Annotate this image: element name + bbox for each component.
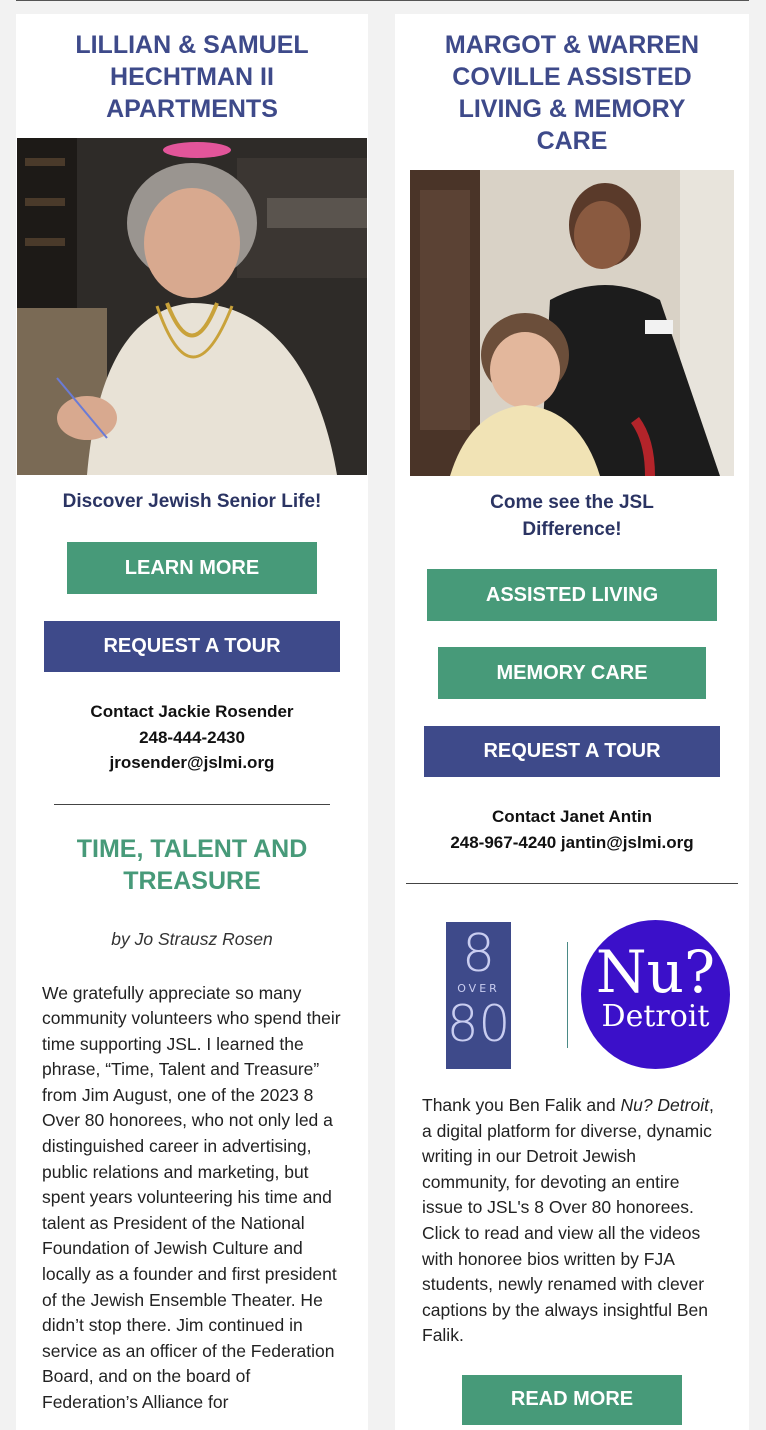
article-body: We gratefully appreciate so many community volunteers who spend their time supporting JSL. I learned the phrase, “Time, Talent and Treasure” from Jim August, one of the 2023 8 Over 80 honorees, who not only led a distinguished career in advertising, public relations and marketing, but spent years volunteering his time and talent as President of the National Foundation of Jewish Culture and locally as a founder and first president of the Jewish Ensemble Theater. He didn’t stop there. Jim continued in service as an officer of the Federation Board, and on the board of Federation’s Alliance for [42, 982, 341, 1412]
logo-separator [567, 942, 568, 1048]
assisted-living-button[interactable]: ASSISTED LIVING [427, 569, 717, 621]
nu-detroit-article [422, 1093, 723, 1349]
contact-block [395, 804, 749, 855]
contact-name: Contact Janet Antin [492, 807, 652, 826]
section-divider [54, 804, 330, 805]
article-byline: by Jo Strausz Rosen [111, 928, 273, 949]
body-intro: Thank you Ben Falik and [422, 1095, 621, 1115]
article-title: TIME, TALENT AND TREASURE [76, 834, 308, 895]
nu-logo-line1: Nu? [595, 938, 716, 1006]
tagline: Come see the JSL Difference! [490, 492, 654, 540]
logo-80: 80 [446, 995, 511, 1053]
logo-8: 8 [461, 924, 496, 984]
contact-block [16, 699, 368, 776]
learn-more-button[interactable]: LEARN MORE [67, 542, 317, 594]
photo-illustration [17, 138, 367, 475]
left-column [16, 14, 368, 1430]
section-divider [406, 883, 738, 884]
body-rest: , a digital platform for diverse, dynamic writing in our Detroit Jewish community, for devoting an entire issue to JSL's 8 Over 80 honorees. Click to read and view all the videos with honoree bios written by FJA students, newly renamed with clever captions by the always insightful Ben Falik. [422, 1095, 714, 1346]
photo-illustration [410, 170, 734, 476]
resident-caregiver-photo [410, 170, 734, 476]
partner-logos [395, 920, 749, 1070]
nu-detroit-logo [581, 920, 730, 1069]
right-column [395, 14, 749, 1430]
contact-phone[interactable]: 248-444-2430 [139, 727, 245, 747]
request-tour-button[interactable]: REQUEST A TOUR [44, 621, 340, 672]
tagline: Discover Jewish Senior Life! [62, 491, 322, 512]
contact-phone-email[interactable]: 248-967-4240 jantin@jslmi.org [450, 832, 694, 852]
contact-email-link[interactable]: jrosender@jslmi.org [109, 753, 275, 772]
community-title-coville: MARGOT & WARREN COVILLE ASSISTED LIVING & MEMORY CARE [444, 31, 700, 155]
top-divider [16, 0, 749, 1]
8-over-80-logo [446, 922, 511, 1069]
memory-care-button[interactable]: MEMORY CARE [438, 647, 706, 699]
nu-logo-line2: Detroit [601, 999, 710, 1034]
read-more-button[interactable]: READ MORE [462, 1375, 682, 1425]
contact-name: Contact Jackie Rosender [90, 702, 294, 721]
logo-over: OVER [457, 982, 500, 995]
resident-photo-knitting [17, 138, 367, 475]
community-title-hechtman: LILLIAN & SAMUEL HECHTMAN II APARTMENTS [75, 31, 309, 123]
request-tour-button[interactable]: REQUEST A TOUR [424, 726, 720, 777]
nu-detroit-name: Nu? Detroit [620, 1095, 709, 1115]
